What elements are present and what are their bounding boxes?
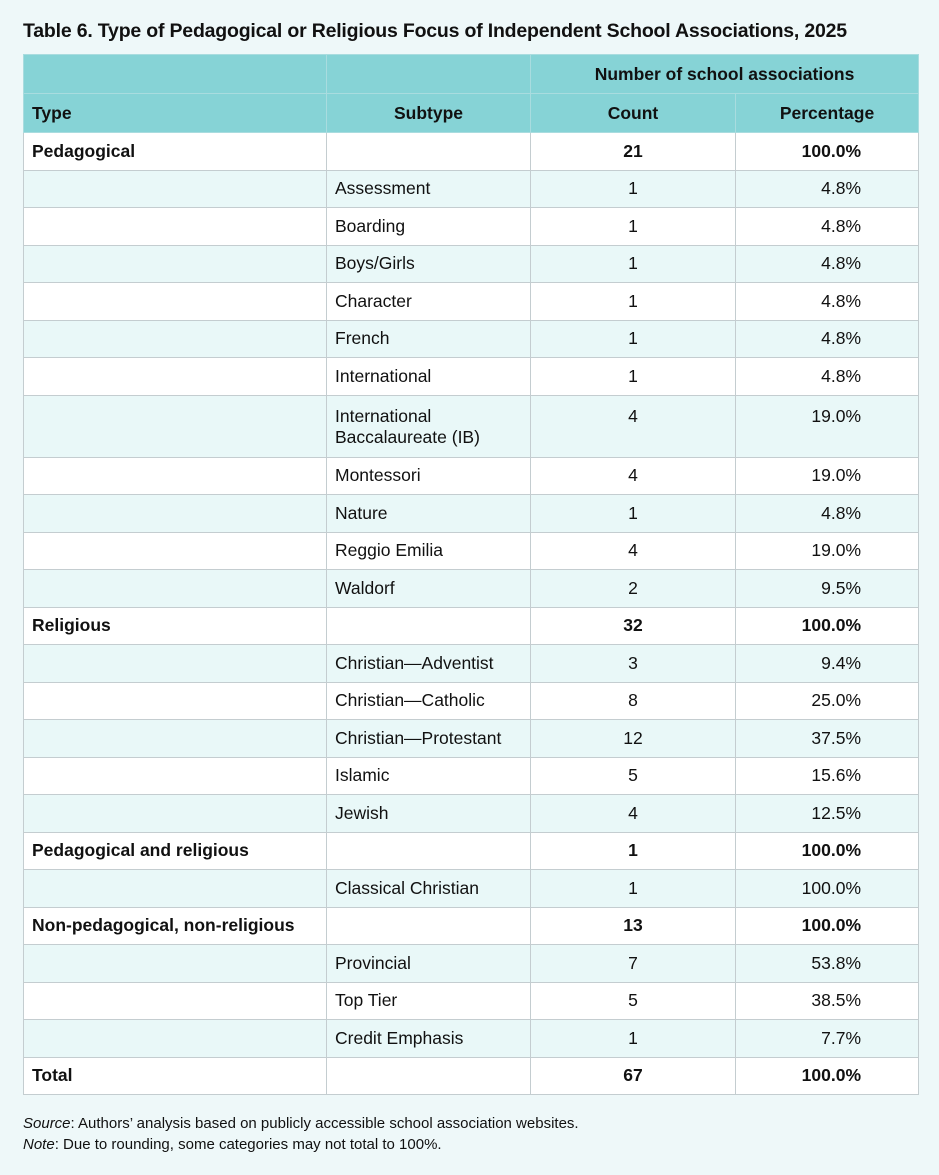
note-text: : Due to rounding, some categories may not total to 100%. [54,1136,442,1153]
table-row [24,320,919,358]
table-group-row [24,832,919,870]
table-row [24,457,919,495]
count-cell: 1 [531,832,736,870]
footnotes [23,1113,579,1155]
type-cell [24,757,327,795]
table-row [24,283,919,321]
percentage-cell: 100.0% [736,832,919,870]
percentage-cell: 100.0% [736,1057,919,1095]
type-cell: Pedagogical [24,133,327,171]
subtype-cell: Boys/Girls [327,245,531,283]
data-table [23,54,919,1095]
percentage-cell: 19.0% [736,457,919,495]
type-cell [24,245,327,283]
count-cell: 4 [531,532,736,570]
percentage-cell: 12.5% [736,795,919,833]
percentage-cell: 100.0% [736,133,919,171]
header-row-columns [24,94,919,133]
header-row-group [24,55,919,94]
count-cell: 1 [531,320,736,358]
subtype-cell: Jewish [327,795,531,833]
table-group-row [24,1057,919,1095]
count-cell: 1 [531,208,736,246]
count-cell: 3 [531,645,736,683]
type-cell: Pedagogical and religious [24,832,327,870]
subtype-cell: International Baccalaureate (IB) [327,395,531,457]
count-cell: 7 [531,945,736,983]
subtype-cell: Provincial [327,945,531,983]
table-title: Table 6. Type of Pedagogical or Religious Focus of Independent School Associations, 2025 [23,20,847,42]
subtype-cell [327,133,531,171]
count-cell: 2 [531,570,736,608]
table-group-row [24,133,919,171]
percentage-cell: 15.6% [736,757,919,795]
count-cell: 1 [531,870,736,908]
subtype-cell: Christian—Protestant [327,720,531,758]
table-group-row [24,907,919,945]
count-cell: 67 [531,1057,736,1095]
type-cell [24,982,327,1020]
table-row [24,208,919,246]
count-cell: 1 [531,283,736,321]
count-cell: 32 [531,607,736,645]
count-cell: 5 [531,757,736,795]
subtype-cell: Credit Emphasis [327,1020,531,1058]
table-row [24,870,919,908]
type-cell [24,570,327,608]
subtype-cell [327,907,531,945]
type-cell [24,795,327,833]
subtype-cell [327,607,531,645]
count-cell: 1 [531,245,736,283]
type-cell: Non-pedagogical, non-religious [24,907,327,945]
subtype-cell: International [327,358,531,396]
header-type: Type [24,94,327,133]
count-cell: 1 [531,170,736,208]
type-cell: Religious [24,607,327,645]
table-row [24,945,919,983]
table-group-row [24,607,919,645]
table-row [24,795,919,833]
header-blank-subtype [327,55,531,94]
subtype-cell: Christian—Adventist [327,645,531,683]
subtype-cell: Top Tier [327,982,531,1020]
source-label: Source [23,1115,71,1132]
subtype-cell: Character [327,283,531,321]
percentage-cell: 38.5% [736,982,919,1020]
subtype-cell: French [327,320,531,358]
header-subtype: Subtype [327,94,531,133]
type-cell [24,283,327,321]
count-cell: 5 [531,982,736,1020]
type-cell [24,720,327,758]
table-body [24,133,919,1095]
header-group-label: Number of school associations [531,55,919,94]
percentage-cell: 4.8% [736,283,919,321]
percentage-cell: 53.8% [736,945,919,983]
table-row [24,757,919,795]
percentage-cell: 4.8% [736,170,919,208]
subtype-cell: Assessment [327,170,531,208]
type-cell [24,170,327,208]
note-label: Note [23,1136,55,1153]
count-cell: 4 [531,395,736,457]
percentage-cell: 100.0% [736,607,919,645]
header-count: Count [531,94,736,133]
type-cell: Total [24,1057,327,1095]
header-blank-type [24,55,327,94]
subtype-cell: Reggio Emilia [327,532,531,570]
subtype-cell: Christian—Catholic [327,682,531,720]
count-cell: 4 [531,795,736,833]
percentage-cell: 25.0% [736,682,919,720]
count-cell: 8 [531,682,736,720]
percentage-cell: 37.5% [736,720,919,758]
percentage-cell: 7.7% [736,1020,919,1058]
rounding-note [23,1134,579,1155]
source-text: : Authors’ analysis based on publicly accessible school association websites. [70,1115,579,1132]
count-cell: 13 [531,907,736,945]
type-cell [24,532,327,570]
table-row [24,170,919,208]
type-cell [24,457,327,495]
percentage-cell: 100.0% [736,907,919,945]
table-row [24,570,919,608]
count-cell: 1 [531,495,736,533]
count-cell: 21 [531,133,736,171]
subtype-cell: Boarding [327,208,531,246]
type-cell [24,208,327,246]
table-row [24,245,919,283]
percentage-cell: 4.8% [736,320,919,358]
percentage-cell: 19.0% [736,395,919,457]
percentage-cell: 100.0% [736,870,919,908]
count-cell: 12 [531,720,736,758]
subtype-cell: Nature [327,495,531,533]
table-row [24,982,919,1020]
type-cell [24,682,327,720]
type-cell [24,945,327,983]
subtype-cell: Montessori [327,457,531,495]
percentage-cell: 4.8% [736,495,919,533]
subtype-cell: Classical Christian [327,870,531,908]
percentage-cell: 4.8% [736,208,919,246]
count-cell: 1 [531,358,736,396]
table-row [24,682,919,720]
type-cell [24,395,327,457]
percentage-cell: 4.8% [736,358,919,396]
subtype-cell: Islamic [327,757,531,795]
subtype-cell [327,832,531,870]
subtype-cell [327,1057,531,1095]
percentage-cell: 9.4% [736,645,919,683]
type-cell [24,495,327,533]
table-row [24,358,919,396]
source-note [23,1113,579,1134]
table-row [24,395,919,457]
table-row [24,532,919,570]
table-row [24,645,919,683]
table-row [24,1020,919,1058]
type-cell [24,1020,327,1058]
table-row [24,495,919,533]
header-percentage: Percentage [736,94,919,133]
type-cell [24,320,327,358]
count-cell: 4 [531,457,736,495]
subtype-cell: Waldorf [327,570,531,608]
percentage-cell: 4.8% [736,245,919,283]
type-cell [24,870,327,908]
table-row [24,720,919,758]
type-cell [24,645,327,683]
percentage-cell: 9.5% [736,570,919,608]
count-cell: 1 [531,1020,736,1058]
type-cell [24,358,327,396]
percentage-cell: 19.0% [736,532,919,570]
